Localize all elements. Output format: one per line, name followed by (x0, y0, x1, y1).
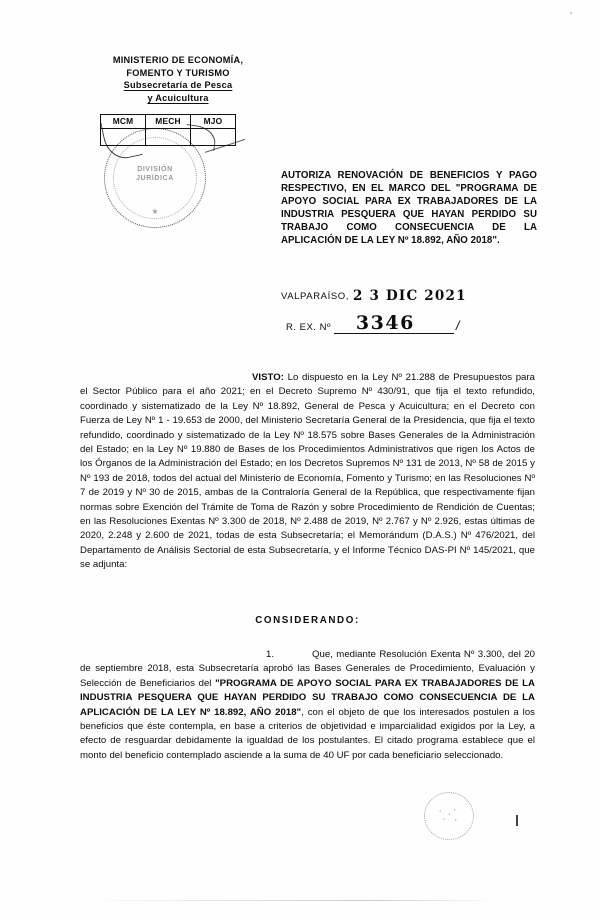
ministry-name-line-2: FOMENTO Y TURISMO (126, 67, 230, 78)
seal-star-icon: ★ (151, 207, 159, 216)
seal-text-line-1: DIVISIÓN (137, 166, 173, 173)
considerando-item-number: 1. (266, 649, 275, 660)
ministry-name-line-1: MINISTERIO DE ECONOMÍA, (112, 55, 244, 65)
resolution-number-label: R. EX. Nº (286, 322, 331, 333)
place-label: VALPARAÍSO, (281, 291, 350, 302)
routing-cell-mech: MECH (146, 115, 191, 128)
routing-header-row (101, 115, 235, 129)
resolution-number-trailing-mark: / (455, 318, 460, 333)
routing-cell-mcm: MCM (101, 115, 146, 128)
resolution-number-value: 3346 (355, 312, 415, 334)
date-stamp: 2 3 DIC 2021 (353, 288, 467, 304)
subsecretariat-name-line-2: y Acuicultura (147, 92, 209, 103)
scan-speck (570, 12, 572, 14)
subsecretariat-name-line-1: Subsecretaría de Pesca (123, 80, 233, 91)
visto-text: Lo dispuesto en la Ley Nº 21.288 de Presupuestos para el Sector Público para el año 2021; en el Decreto Supremo Nº 430/91, que fija el texto refundido, coordinado y sistematizado de la Ley Nº 18.892, General de Pesca y Acuicultura; en el Decreto con Fuerza de Ley Nº 1 - 19.653 de 2000, del Ministerio Secretaría General de la Presidencia, que fija el texto refundido, coordinado y sistematizado de la Ley Nº 18.575 sobre Bases Generales de la Administración del Estado; en la Ley Nº 19.880 de Bases de los Procedimientos Administrativos que rigen los Actos de los Órganos de la Administración del Estado; en los Decretos Supremos Nº 131 de 2013, Nº 58 de 2015 y Nº 193 de 2018, todos del actual del Ministerio de Economía, Fomento y Turismo; en las Resoluciones Nº 7 de 2019 y Nº 30 de 2015, ambas de la Contraloría General de la República, que respectivamente fijan normas sobre Exención del Trámite de Toma de Razón y sobre Procedimiento de Rendición de Cuentas; en las Resoluciones Exentas Nº 3.300 de 2018, Nº 2.488 de 2019, Nº 2.767 y Nº 2.926, estas últimas de 2020, 2.248 y 2.600 de 2021, todas de esta Subsecretaría; el Memorándum (D.A.S.) Nº 476/2021, del Departamento de Análisis Sectorial de esta Subsecretaría, y el Informe Técnico DAS-PI Nº 145/2021, que se adjunta: (80, 372, 535, 571)
resolution-title: AUTORIZA RENOVACIÓN DE BENEFICIOS Y PAGO RESPECTIVO, EN EL MARCO DEL "PROGRAMA DE APOYO SOCIAL PARA EX TRABAJADORES DE LA INDUSTRIA PESQUERA QUE HAYAN PERDIDO SU TRABAJO COMO CONSECUENCIA DE LA APLICACIÓN DE LA LEY Nº 18.892, AÑO 2018". (281, 170, 537, 247)
program-name: "PROGRAMA DE APOYO SOCIAL PARA EX TRABAJADORES DE LA INDUSTRIA PESQUERA QUE HAYAN PERDIDO SU TRABAJO COMO CONSECUENCIA DE LA APLICACIÓN DE LA LEY Nº 18.892, AÑO 2018" (80, 677, 536, 718)
considerando-text-part-1: Que, mediante Resolución Exenta Nº 3.300, del 20 de septiembre 2018, esta Subsecretaría aprobó las Bases Generales de Procedimiento, Evaluación y Selección de Beneficiarios del (80, 649, 535, 689)
resolution-number-line (286, 312, 460, 334)
bottom-faint-stamp (424, 792, 474, 840)
considerando-heading: CONSIDERANDO: (255, 615, 360, 626)
page-margin-tick (516, 815, 518, 826)
considerando-text-part-2: , con el objeto de que los interesados postulen a los beneficios que éste contempla, en base a criterios de objetividad e imparcialidad exigidos por la Ley, a efecto de resguardar debidamente la igualdad de los postulantes. El citado programa establece que el monto del beneficio contemplado asciende a la suma de 40 UF por cada beneficiario seleccionado. (80, 706, 535, 761)
routing-cell-mjo: MJO (203, 116, 223, 126)
bottom-stamp-core (435, 805, 461, 825)
division-juridica-seal (104, 128, 206, 228)
visto-heading: VISTO: (252, 372, 284, 383)
seal-text (105, 165, 205, 183)
considerando-paragraph (80, 648, 535, 763)
page-bottom-edge-mark (80, 900, 500, 901)
seal-text-line-2: JURÍDICA (136, 175, 174, 182)
resolution-number-rule (334, 312, 454, 334)
place-and-date (281, 287, 467, 303)
visto-paragraph (80, 371, 535, 573)
letterhead (78, 54, 278, 104)
routing-signature-mjo (191, 129, 235, 145)
